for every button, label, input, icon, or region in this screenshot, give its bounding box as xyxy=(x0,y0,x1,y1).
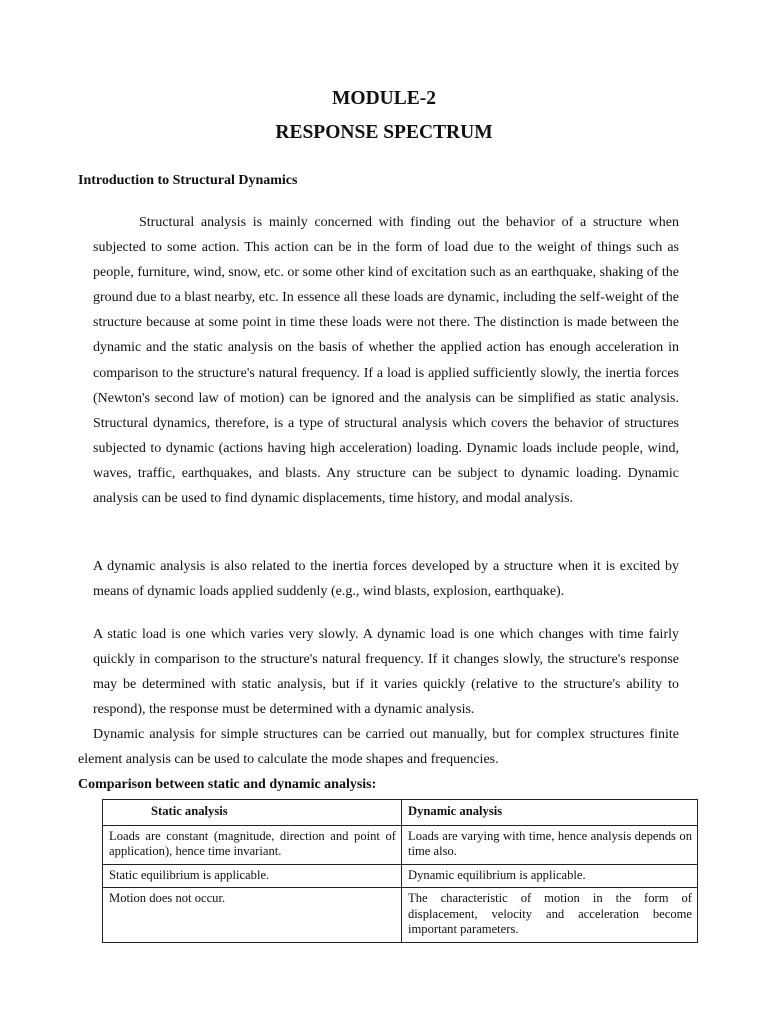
header-dynamic-analysis: Dynamic analysis xyxy=(402,800,698,826)
comparison-heading: Comparison between static and dynamic analysis: xyxy=(78,777,377,792)
table-row xyxy=(103,825,698,864)
section-heading: Introduction to Structural Dynamics xyxy=(78,173,298,188)
table-cell: Loads are varying with time, hence analysis depends on time also. xyxy=(402,825,698,864)
paragraph-static-load: A static load is one which varies very slowly. A dynamic load is one which changes with time fairly quickly in comparison to the structure's natural frequency. If it changes slowly, the structure's response may be determined with static analysis, but if it varies quickly (relative to the structure's ability to respond), the response must be determined with a dynamic analysis. xyxy=(93,627,679,718)
module-title: MODULE-2 xyxy=(332,88,436,109)
table-row xyxy=(103,864,698,888)
table-row xyxy=(103,888,698,943)
paragraph-dynamic-analysis: Dynamic analysis for simple structures can be carried out manually, but for complex structures finite element analysis can be used to calculate the mode shapes and frequencies. xyxy=(78,727,679,768)
table-cell: Loads are constant (magnitude, direction and point of application), hence time invariant. xyxy=(103,825,402,864)
paragraph-inertia: A dynamic analysis is also related to the inertia forces developed by a structure when it is excited by means of dynamic loads applied suddenly (e.g., wind blasts, explosion, earthquake). xyxy=(93,559,679,600)
table-header-row xyxy=(103,800,698,826)
comparison-table xyxy=(102,799,698,943)
table-cell: Dynamic equilibrium is applicable. xyxy=(402,864,698,888)
table-cell: The characteristic of motion in the form of displacement, velocity and acceleration become important parameters. xyxy=(402,888,698,943)
table-cell: Static equilibrium is applicable. xyxy=(103,864,402,888)
table-cell: Motion does not occur. xyxy=(103,888,402,943)
paragraph-intro: Structural analysis is mainly concerned with finding out the behavior of a structure when subjected to some action. This action can be in the form of load due to the weight of things such as people, furniture, wind, snow, etc. or some other kind of excitation such as an earthquake, shaking of the ground due to a blast nearby, etc. In essence all these loads are dynamic, including the self-weight of the structure because at some point in time these loads were not there. The distinction is made between the dynamic and the static analysis on the basis of whether the applied action has enough acceleration in comparison to the structure's natural frequency. If a load is applied sufficiently slowly, the inertia forces (Newton's second law of motion) can be ignored and the analysis can be simplified as static analysis. Structural dynamics, therefore, is a type of structural analysis which covers the behavior of structures subjected to dynamic (actions having high acceleration) loading. Dynamic loads include people, wind, waves, traffic, earthquakes, and blasts. Any structure can be subject to dynamic loading. Dynamic analysis can be used to find dynamic displacements, time history, and modal analysis. xyxy=(93,215,679,507)
main-title: RESPONSE SPECTRUM xyxy=(275,122,493,143)
header-static-analysis: Static analysis xyxy=(103,800,402,826)
